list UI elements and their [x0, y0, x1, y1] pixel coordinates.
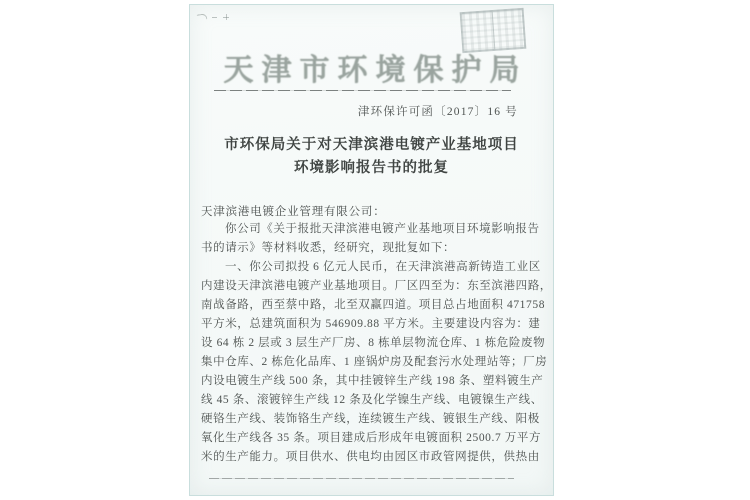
scanned-document-page	[189, 4, 554, 496]
body-line: 集中仓库、2 栋危化品库、1 座锅炉房及配套污水处理站等；厂房	[201, 356, 548, 368]
document-title-line2: 环境影响报告书的批复	[294, 160, 449, 176]
document-title-line1: 市环保局关于对天津滨港电镀产业基地项目	[224, 137, 519, 153]
body-line: 设 64 栋 2 层或 3 层生产厂房、8 栋单层物流仓库、1 栋危险废物	[201, 337, 546, 349]
pencil-mark	[212, 17, 217, 18]
document-title	[190, 134, 553, 180]
pencil-mark	[223, 14, 229, 20]
body-line: 氧化生产线各 35 条。项目建成后形成年电镀面积 2500.7 万平方	[201, 432, 542, 444]
document-body	[201, 220, 552, 467]
body-line: 线 45 条、滚镀锌生产线 12 条及化学镍生产线、电镀镍生产线、	[201, 394, 543, 406]
body-line: 内设电镀生产线 500 条，其中挂镀锌生产线 198 条、塑料镀生产	[201, 375, 544, 387]
body-line: 一、你公司拟投 6 亿元人民币，在天津滨港高新铸造工业区	[225, 261, 541, 273]
body-line: 硬铬生产线、装饰铬生产线，连续镀生产线、镀银生产线、阳极	[201, 413, 540, 425]
body-line: 你公司《关于报批天津滨港电镀产业基地项目环境影响报告	[225, 223, 540, 235]
body-line: 书的请示》等材料收悉，经研究，现批复如下：	[201, 242, 456, 254]
letterhead-bureau-name: 天津市环境保护局	[223, 54, 528, 87]
document-number: 津环保许可函〔2017〕16 号	[357, 106, 518, 118]
pencil-mark	[197, 13, 208, 20]
salutation: 天津滨港电镀企业管理有限公司：	[201, 206, 386, 218]
body-line: 平方米，总建筑面积为 546909.88 平方米。主要建设内容为：建	[201, 318, 541, 330]
body-line: 南战备路，西至蔡中路，北至双赢四道。项目总占地面积 471758	[201, 299, 546, 311]
letterhead-divider	[214, 90, 511, 91]
footer-divider	[209, 478, 514, 479]
body-line: 米的生产能力。项目供水、供电均由园区市政管网提供，供热由	[201, 451, 540, 463]
body-line: 内建设天津滨港电镀产业基地项目。厂区四至为：东至滨港四路，	[201, 280, 552, 292]
